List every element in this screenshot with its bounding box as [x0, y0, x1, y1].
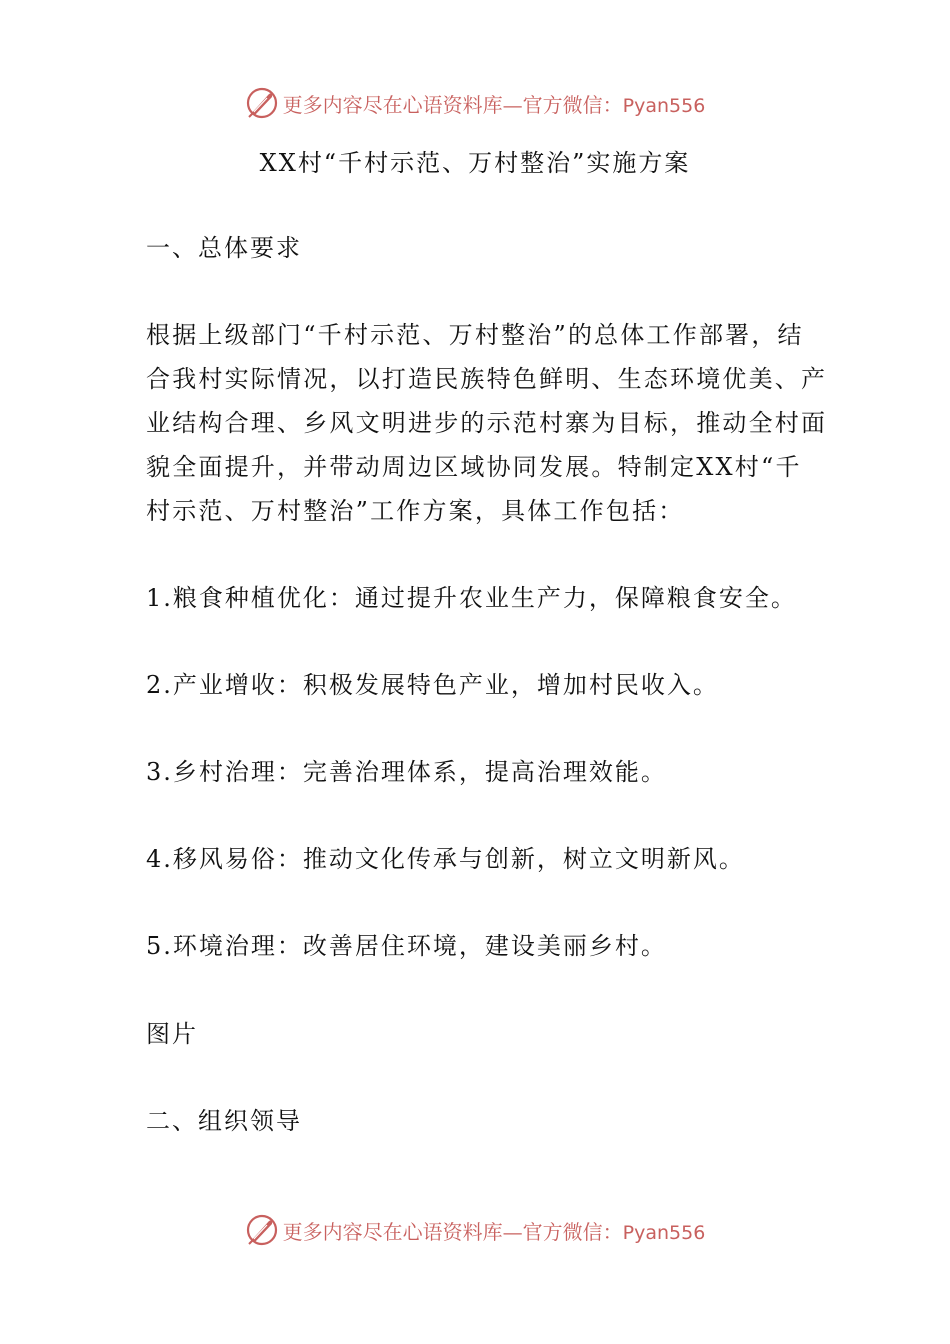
list-item-industry: 2.产业增收：积极发展特色产业，增加村民收入。 [146, 671, 719, 699]
list-item-customs: 4.移风易俗：推动文化传承与创新，树立文明新风。 [146, 845, 745, 873]
document-title: XX村“千村示范、万村整治”实施方案 [259, 149, 691, 177]
watermark-text: 更多内容尽在心语资料库—官方微信：Pyan556 [282, 1219, 706, 1244]
paragraph-line: 业结构合理、乡风文明进步的示范村寨为目标，推动全村面 [146, 409, 828, 437]
list-item-environment: 5.环境治理：改善居住环境，建设美丽乡村。 [146, 932, 667, 960]
paragraph-line: 根据上级部门“千村示范、万村整治”的总体工作部署，结 [146, 321, 804, 349]
footer-watermark [0, 1210, 950, 1250]
image-placeholder-label: 图片 [146, 1020, 198, 1048]
section-heading-organization: 二、组织领导 [146, 1107, 302, 1135]
paragraph-line: 合我村实际情况，以打造民族特色鲜明、生态环境优美、产 [146, 365, 828, 393]
header-watermark [0, 83, 950, 123]
paragraph-line: 村示范、万村整治”工作方案，具体工作包括： [146, 497, 685, 525]
paragraph-line: 貌全面提升，并带动周边区域协同发展。特制定XX村“千 [146, 453, 802, 481]
list-item-governance: 3.乡村治理：完善治理体系，提高治理效能。 [146, 758, 667, 786]
quill-pen-logo-icon [245, 1213, 279, 1247]
intro-paragraph [146, 313, 828, 533]
section-heading-general-requirements: 一、总体要求 [146, 234, 302, 262]
watermark-text: 更多内容尽在心语资料库—官方微信：Pyan556 [282, 92, 706, 117]
list-item-grain: 1.粮食种植优化：通过提升农业生产力，保障粮食安全。 [146, 584, 797, 612]
quill-pen-logo-icon [245, 86, 279, 120]
